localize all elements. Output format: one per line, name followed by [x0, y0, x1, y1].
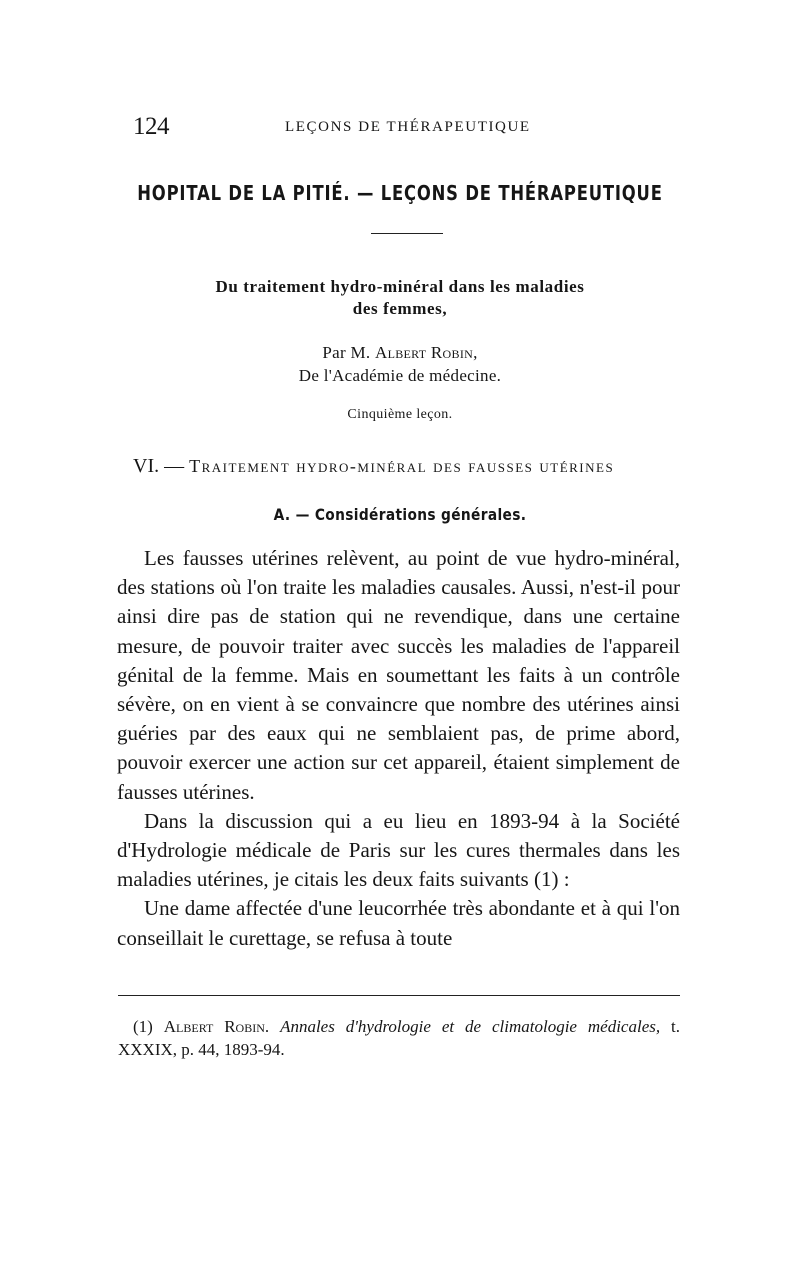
running-head	[133, 113, 678, 143]
section-number: VI. —	[133, 455, 185, 477]
paragraph-2: Dans la discussion qui a eu lieu en 1893-94 à la Société d'Hydrologie médicale de Paris sur les cures thermales dans les maladies utérines, je citais les deux faits suivants (1) :	[117, 808, 680, 892]
author-prefix: Par M.	[322, 343, 371, 362]
footnote-rule	[118, 995, 680, 996]
subsection-heading: A. — Considérations générales.	[273, 505, 527, 524]
section-heading	[133, 455, 693, 478]
lecture-title-line-1: Du traitement hydro-minéral dans les maladies	[215, 277, 585, 296]
footnote-text	[118, 1015, 680, 1061]
footnote-reference: t. XXXIX, p. 44, 1893-94.	[118, 1017, 681, 1059]
lecture-title	[0, 276, 800, 320]
author-name: Albert Robin,	[375, 343, 478, 362]
title-rule	[371, 233, 443, 234]
lecture-title-line-2: des femmes,	[352, 299, 448, 318]
paragraph-1: Les fausses utérines relèvent, au point de vue hydro-minéral, des stations où l'on traite les maladies causales. Aussi, n'est-il pour ainsi dire pas de station qui ne revendique, dans une certaine mesure, de pouvoir traiter avec succès les maladies de l'appareil génital de la femme. Mais en soumettant les faits à un contrôle sévère, on en vient à se convaincre que nombre des utérines ainsi guéries par des eaux qui ne semblaient pas, de prime abord, pouvoir exercer une action sur cet appareil, étaient simplement de fausses utérines.	[117, 546, 680, 804]
author-line	[0, 341, 800, 364]
footnote-marker: (1)	[133, 1017, 153, 1036]
running-title: LEÇONS DE THÉRAPEUTIQUE	[285, 119, 531, 135]
footnote-author: Albert Robin.	[163, 1017, 270, 1036]
footnote-journal: Annales d'hydrologie et de climatologie médicales,	[280, 1017, 661, 1036]
author-affiliation: De l'Académie de médecine.	[298, 366, 502, 385]
page-number: 124	[133, 113, 169, 140]
lesson-number: Cinquième leçon.	[347, 407, 453, 422]
body-text	[117, 544, 680, 953]
hospital-title: HOPITAL DE LA PITIÉ. — LEÇONS DE THÉRAPEUTIQUE	[137, 181, 663, 205]
footnote	[118, 1015, 680, 1061]
author-block	[0, 341, 800, 387]
section-title: Traitement hydro-minéral des fausses utérines	[189, 456, 615, 476]
paragraph-3: Une dame affectée d'une leucorrhée très abondante et à qui l'on conseillait le curettage, se refusa à toute	[117, 896, 680, 950]
